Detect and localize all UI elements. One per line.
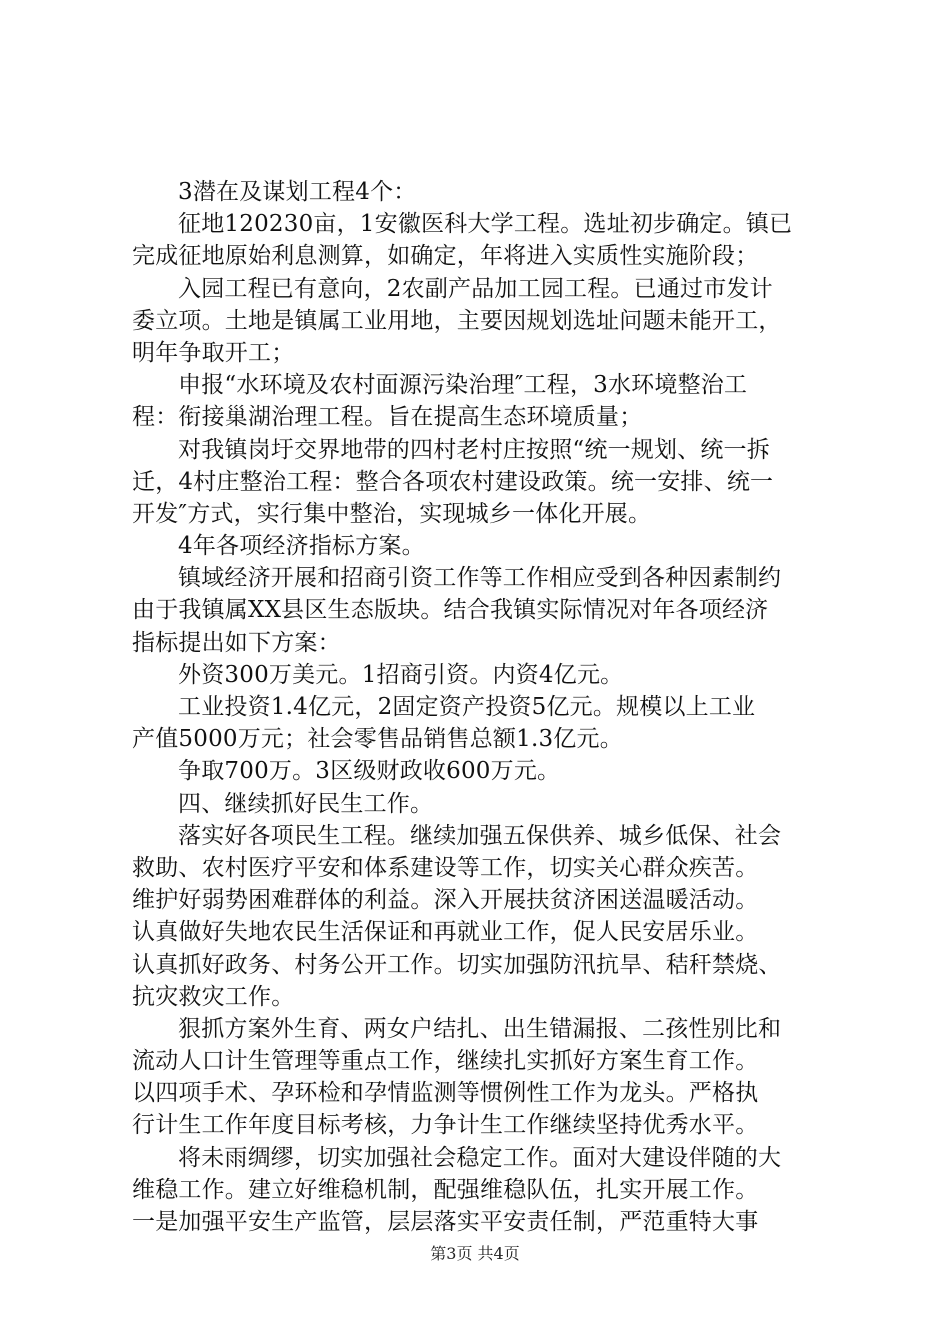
text-line: 指标提出如下方案： [132, 629, 341, 656]
text-line: 外资300万美元。1招商引资。内资4亿元。 [178, 661, 624, 688]
text-line: 将未雨绸缪，切实加强社会稳定工作。面对大建设伴随的大 [178, 1144, 782, 1171]
text-line: 狠抓方案外生育、两女户结扎、出生错漏报、二孩性别比和 [178, 1015, 782, 1042]
text-line: 落实好各项民生工程。继续加强五保供养、城乡低保、社会 [178, 822, 782, 849]
text-line: 救助、农村医疗平安和体系建设等工作，切实关心群众疾苦。 [132, 854, 759, 881]
text-line: 维稳工作。建立好维稳机制，配强维稳队伍，扎实开展工作。 [132, 1176, 759, 1203]
text-line: 入园工程已有意向，2农副产品加工园工程。已通过市发计 [178, 275, 773, 302]
text-line: 程：衔接巢湖治理工程。旨在提高生态环境质量； [132, 404, 643, 431]
text-line: 认真做好失地农民生活保证和再就业工作，促人民安居乐业。 [132, 919, 759, 946]
text-line: 征地120230亩，1安徽医科大学工程。选址初步确定。镇已 [178, 211, 793, 238]
text-line: 争取700万。3区级财政收600万元。 [178, 758, 561, 785]
text-line: 维护好弱势困难群体的利益。深入开展扶贫济困送温暖活动。 [132, 887, 759, 914]
text-line: 完成征地原始利息测算，如确定，年将进入实质性实施阶段； [132, 243, 759, 270]
text-line: 工业投资1.4亿元，2固定资产投资5亿元。规模以上工业 [178, 694, 756, 720]
text-line: 以四项手术、孕环检和孕情监测等惯例性工作为龙头。严格执 [132, 1080, 759, 1107]
text-line: 一是加强平安生产监管，层层落实平安责任制，严范重特大事 [132, 1209, 759, 1235]
document-body [132, 176, 832, 1238]
text-line: 产值5000万元；社会零售品销售总额1.3亿元。 [132, 726, 623, 753]
text-line: 镇域经济开展和招商引资工作等工作相应受到各种因素制约 [178, 565, 782, 592]
text-line: 迁，4村庄整治工程：整合各项农村建设政策。统一安排、统一 [132, 468, 774, 495]
text-line: 由于我镇属XX县区生态版块。结合我镇实际情况对年各项经济 [132, 597, 769, 624]
text-line: 开发″方式，实行集中整治，实现城乡一体化开展。 [132, 500, 652, 527]
text-line: 委立项。土地是镇属工业用地，主要因规划选址问题未能开工， [132, 307, 782, 334]
text-line: 对我镇岗圩交界地带的四村老村庄按照“统一规划、统一拆 [178, 436, 770, 463]
text-line: 行计生工作年度目标考核，力争计生工作继续坚持优秀水平。 [132, 1112, 759, 1139]
text-line: 3潜在及谋划工程4个： [178, 179, 417, 205]
text-line: 四、继续抓好民生工作。 [178, 790, 434, 817]
text-line: 4年各项经济指标方案。 [178, 533, 425, 560]
text-line: 认真抓好政务、村务公开工作。切实加强防汛抗旱、秸秆禁烧、 [132, 951, 782, 978]
text-line: 流动人口计生管理等重点工作，继续扎实抓好方案生育工作。 [132, 1048, 759, 1075]
text-line: 抗灾救灾工作。 [132, 983, 295, 1010]
text-line: 申报“水环境及农村面源污染治理″工程，3水环境整治工 [178, 372, 748, 399]
text-line: 明年争取开工； [132, 339, 295, 366]
page-footer: 第3页 共4页 [430, 1244, 520, 1263]
